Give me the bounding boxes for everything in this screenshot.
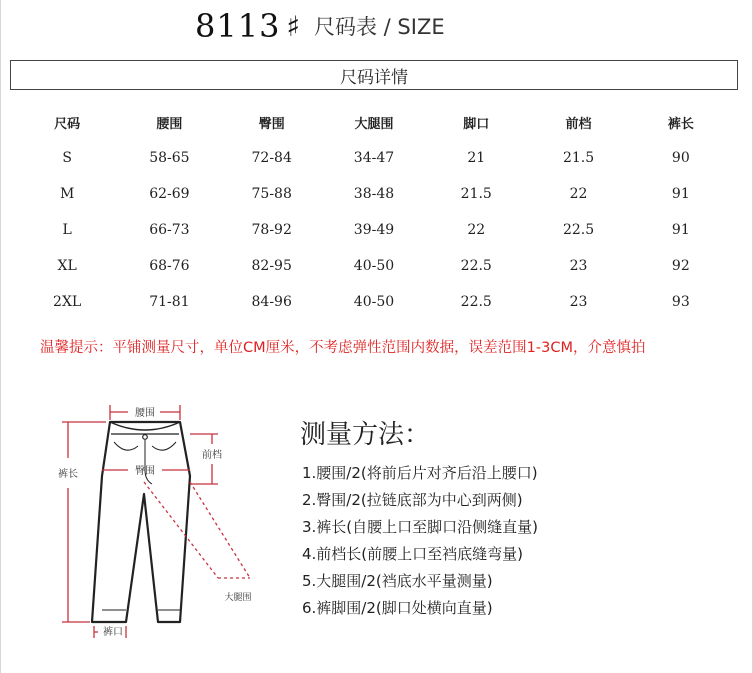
table-cell: 92	[671, 258, 690, 274]
column-header: 脚口	[463, 116, 490, 132]
size-details-banner: 尺码详情	[10, 60, 738, 90]
size-table	[16, 104, 732, 320]
list-item: 2.臀围/2(拉链底部为中心到两侧)	[302, 491, 523, 509]
table-header-row	[16, 104, 732, 140]
table-row	[16, 284, 732, 320]
table-cell: 71-81	[149, 294, 190, 310]
table-cell: 38-48	[353, 186, 395, 202]
list-item: 1.腰围/2(将前后片对齐后沿上腰口)	[302, 464, 538, 482]
table-cell: 21.5	[562, 150, 595, 166]
page-title	[195, 6, 445, 46]
table-row	[16, 176, 732, 212]
table-cell: 91	[671, 186, 690, 202]
table-cell: XL	[57, 258, 77, 274]
table-cell: 22	[569, 186, 588, 202]
table-cell: 82-95	[251, 258, 292, 274]
table-cell: 23	[569, 294, 588, 310]
table-cell: M	[59, 186, 75, 202]
table-cell: 66-73	[149, 222, 190, 238]
hem-label: 裤口	[103, 627, 123, 638]
table-cell: 22	[467, 222, 486, 238]
table-cell: 21.5	[460, 186, 492, 202]
model-number: 8113	[195, 7, 281, 45]
table-cell: 40-50	[353, 258, 395, 274]
table-cell: 40-50	[353, 294, 395, 310]
column-header: 臀围	[258, 116, 285, 132]
table-cell: 34-47	[353, 150, 395, 166]
list-item: 3.裤长(自腰上口至脚口沿侧缝直量)	[302, 518, 539, 536]
measurement-tip: 温馨提示：平铺测量尺寸，单位CM厘米，不考虑弹性范围内数据，误差范围1-3CM，介意慎拍	[40, 340, 646, 356]
table-cell: 23	[569, 258, 588, 274]
column-header: 大腿围	[354, 116, 394, 132]
left-border	[0, 0, 1, 673]
table-cell: 72-84	[251, 150, 292, 166]
list-item: 5.大腿围/2(裆底水平量测量)	[302, 572, 493, 590]
table-cell: 75-88	[251, 186, 292, 202]
table-row	[16, 212, 732, 248]
list-item: 6.裤脚围/2(脚口处横向直量)	[302, 599, 493, 617]
column-header: 裤长	[667, 116, 694, 132]
table-cell: 58-65	[149, 150, 190, 166]
table-row	[16, 248, 732, 284]
table-cell: 84-96	[251, 294, 292, 310]
method-title: 测量方法：	[300, 420, 431, 450]
table-cell: 22.5	[460, 294, 492, 310]
page-subtitle: 尺码表 / SIZE	[314, 15, 445, 39]
sharp-symbol: ♯	[286, 9, 300, 43]
column-header: 腰围	[156, 116, 183, 132]
thigh-label: 大腿围	[224, 593, 252, 603]
front-rise-label: 前档	[202, 450, 222, 461]
table-cell: 93	[671, 294, 690, 310]
method-steps	[302, 460, 538, 622]
table-cell: L	[62, 222, 72, 238]
table-cell: 2XL	[53, 294, 82, 310]
table-cell: 78-92	[251, 222, 292, 238]
button-icon	[143, 435, 148, 440]
table-cell: 21	[467, 150, 486, 166]
table-cell: 62-69	[149, 186, 190, 202]
table-cell: S	[62, 150, 72, 166]
table-row	[16, 140, 732, 176]
table-cell: 39-49	[353, 222, 395, 238]
column-header: 尺码	[54, 116, 81, 132]
column-header: 前档	[565, 116, 592, 132]
list-item: 4.前档长(前腰上口至裆底缝弯量)	[302, 545, 524, 563]
waist-label: 腰围	[135, 408, 155, 419]
hip-label: 臀围	[135, 466, 155, 477]
table-cell: 22.5	[460, 258, 492, 274]
table-cell: 91	[671, 222, 690, 238]
pants-diagram	[40, 398, 270, 644]
table-cell: 22.5	[562, 222, 595, 238]
table-cell: 90	[671, 150, 690, 166]
table-cell: 68-76	[149, 258, 190, 274]
length-label: 裤长	[58, 469, 78, 480]
